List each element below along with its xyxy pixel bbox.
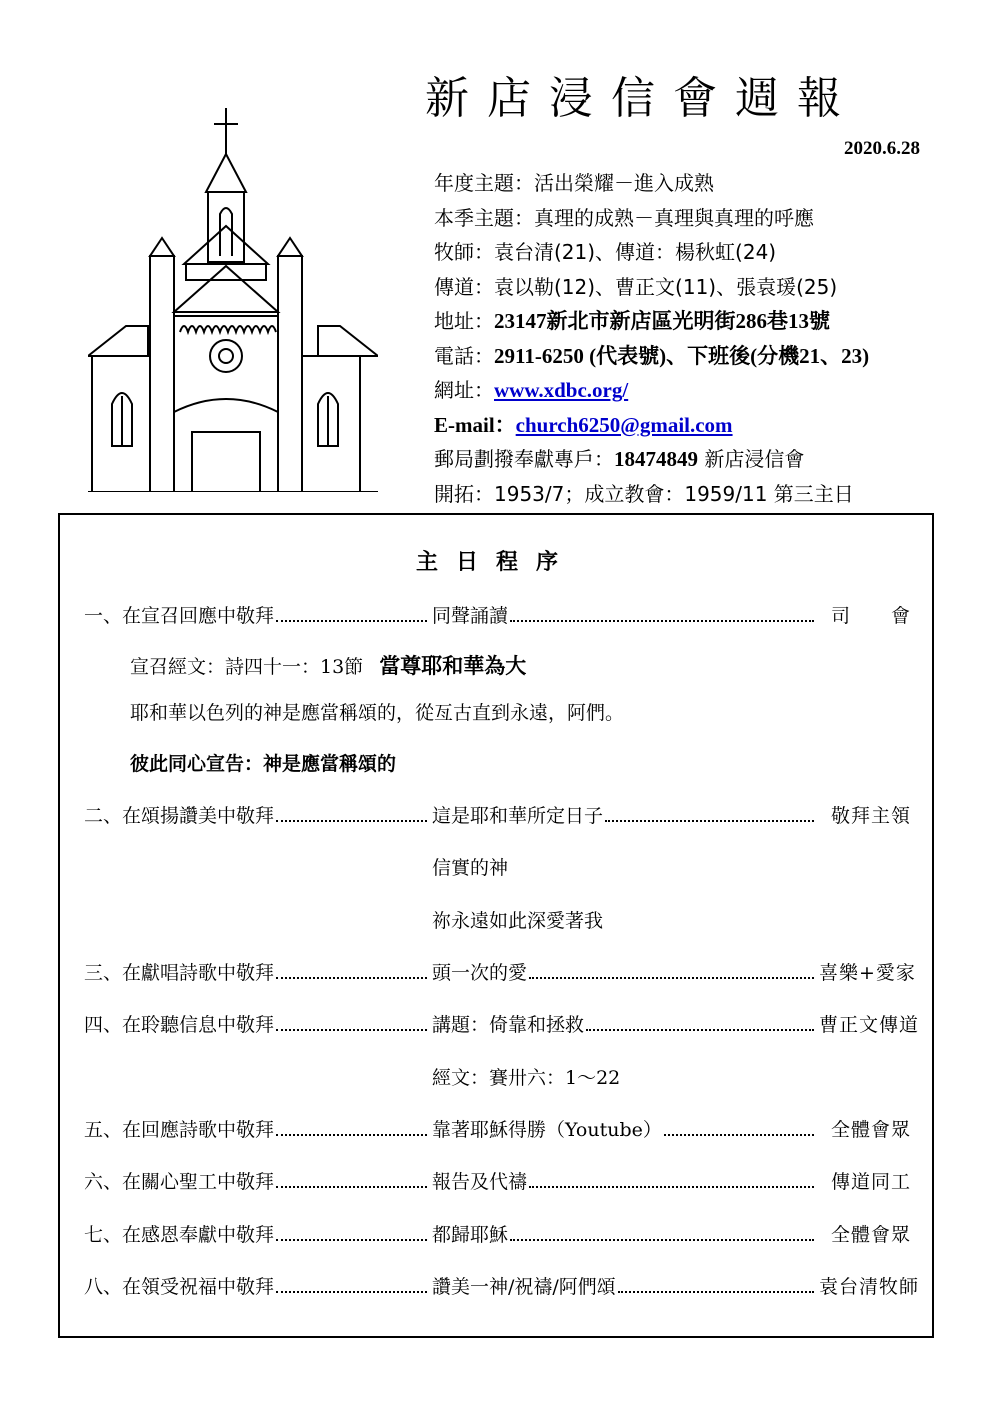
theme-season <box>434 201 954 236</box>
order-act: 二、在頌揚讚美中敬拜 <box>84 805 275 827</box>
call-scripture <box>130 650 526 680</box>
preachers-line: 傳道：袁以勒(12)、曹正文(11)、張袁瑗(25) <box>434 274 838 299</box>
order-act: 八、在領受祝福中敬拜 <box>84 1276 275 1298</box>
church-info <box>434 166 954 511</box>
order-act: 五、在回應詩歌中敬拜 <box>84 1119 275 1141</box>
dot-leader <box>276 1185 427 1188</box>
postal-value: 18474849 <box>614 447 698 471</box>
theme-year-label: 年度主題： <box>434 171 534 195</box>
order-leader: 喜樂+愛家 <box>819 962 916 984</box>
call-scripture-label: 宣召經文：詩四十一：13節 <box>130 656 364 678</box>
email-label: E-mail： <box>434 412 516 437</box>
order-leader: 袁台清牧師 <box>819 1276 920 1298</box>
order-leader: 全體會眾 <box>830 1119 911 1141</box>
dot-leader <box>276 619 427 622</box>
pastor-line: 牧師：袁台清(21)、傳道：楊秋虹(24) <box>434 240 777 264</box>
order-content: 都歸耶穌 <box>432 1224 509 1246</box>
postal-line <box>434 442 954 477</box>
dot-leader <box>276 1028 427 1031</box>
order-row-8 <box>84 1272 920 1302</box>
order-title: 主日程序 <box>415 549 576 575</box>
order-content: 頭一次的愛 <box>432 962 528 984</box>
email-line <box>434 408 954 443</box>
address-value: 23147新北市新店區光明街286巷13號 <box>494 309 830 333</box>
dot-leader <box>510 1238 814 1241</box>
page-title: 新店浸信會週報 <box>425 73 859 124</box>
order-content: 這是耶和華所定日子 <box>432 805 604 827</box>
order-leader: 傳道同工 <box>830 1171 911 1193</box>
address-label: 地址： <box>434 309 494 333</box>
order-row-4 <box>84 1010 920 1040</box>
sermon-scripture: 經文：賽卅六：1～22 <box>432 1067 621 1089</box>
phone-label: 電話： <box>434 343 494 368</box>
dot-leader <box>276 1290 427 1293</box>
dot-leader <box>605 819 814 822</box>
call-scripture-title: 當尊耶和華為大 <box>379 653 527 678</box>
website-line <box>434 373 954 408</box>
dot-leader <box>276 819 427 822</box>
theme-year <box>434 166 954 201</box>
order-leader: 曹正文傳道 <box>819 1014 920 1036</box>
order-leader: 司 會 <box>830 605 911 627</box>
theme-year-value: 活出榮耀－進入成熟 <box>534 171 714 195</box>
song-3: 祢永遠如此深愛著我 <box>432 910 604 932</box>
website-link[interactable]: www.xdbc.org/ <box>494 378 629 402</box>
order-content: 讚美一神/祝禱/阿們頌 <box>432 1276 616 1298</box>
order-row-2 <box>84 801 910 831</box>
declaration: 彼此同心宣告：神是應當稱頌的 <box>130 753 397 775</box>
order-act: 一、在宣召回應中敬拜 <box>84 605 275 627</box>
church-illustration <box>88 106 378 492</box>
founded-line: 開拓：1953/7；成立教會：1959/11 第三主日 <box>434 481 854 506</box>
dot-leader <box>586 1028 814 1031</box>
dot-leader <box>510 619 814 622</box>
dot-leader <box>276 1238 427 1241</box>
dot-leader <box>529 1185 814 1188</box>
order-row-5 <box>84 1115 910 1145</box>
order-act: 六、在關心聖工中敬拜 <box>84 1171 275 1193</box>
dot-leader <box>618 1290 814 1293</box>
email-link[interactable]: church6250@gmail.com <box>515 412 733 437</box>
bulletin-date: 2020.6.28 <box>844 138 920 159</box>
dot-leader <box>276 1133 427 1136</box>
order-leader: 敬拜主領 <box>830 805 911 827</box>
order-leader: 全體會眾 <box>830 1224 911 1246</box>
website-label: 網址： <box>434 378 494 402</box>
address-line <box>434 304 954 339</box>
song-2: 信實的神 <box>432 857 509 879</box>
postal-name: 新店浸信會 <box>704 447 805 471</box>
order-content: 講題：倚靠和拯救 <box>432 1014 585 1036</box>
call-scripture-text: 耶和華以色列的神是應當稱頌的，從亙古直到永遠，阿們。 <box>130 702 625 724</box>
order-act: 三、在獻唱詩歌中敬拜 <box>84 962 275 984</box>
order-act: 七、在感恩奉獻中敬拜 <box>84 1224 275 1246</box>
dot-leader <box>529 976 814 979</box>
worship-order-box <box>58 513 934 1338</box>
phone-line <box>434 339 954 374</box>
phone-value: 2911-6250 (代表號)、下班後(分機21、23) <box>494 343 870 368</box>
order-content: 報告及代禱 <box>432 1171 528 1193</box>
order-row-1 <box>84 601 910 631</box>
theme-season-value: 真理的成熟－真理與真理的呼應 <box>534 205 814 230</box>
order-row-3 <box>84 958 916 988</box>
order-act: 四、在聆聽信息中敬拜 <box>84 1014 275 1036</box>
order-content: 同聲誦讀 <box>432 605 509 627</box>
dot-leader <box>664 1133 814 1136</box>
order-content: 靠著耶穌得勝（Youtube） <box>432 1119 662 1141</box>
theme-season-label: 本季主題： <box>434 205 534 230</box>
postal-label: 郵局劃撥奉獻專戶： <box>434 447 614 471</box>
order-row-7 <box>84 1220 910 1250</box>
order-row-6 <box>84 1167 910 1197</box>
dot-leader <box>276 976 427 979</box>
